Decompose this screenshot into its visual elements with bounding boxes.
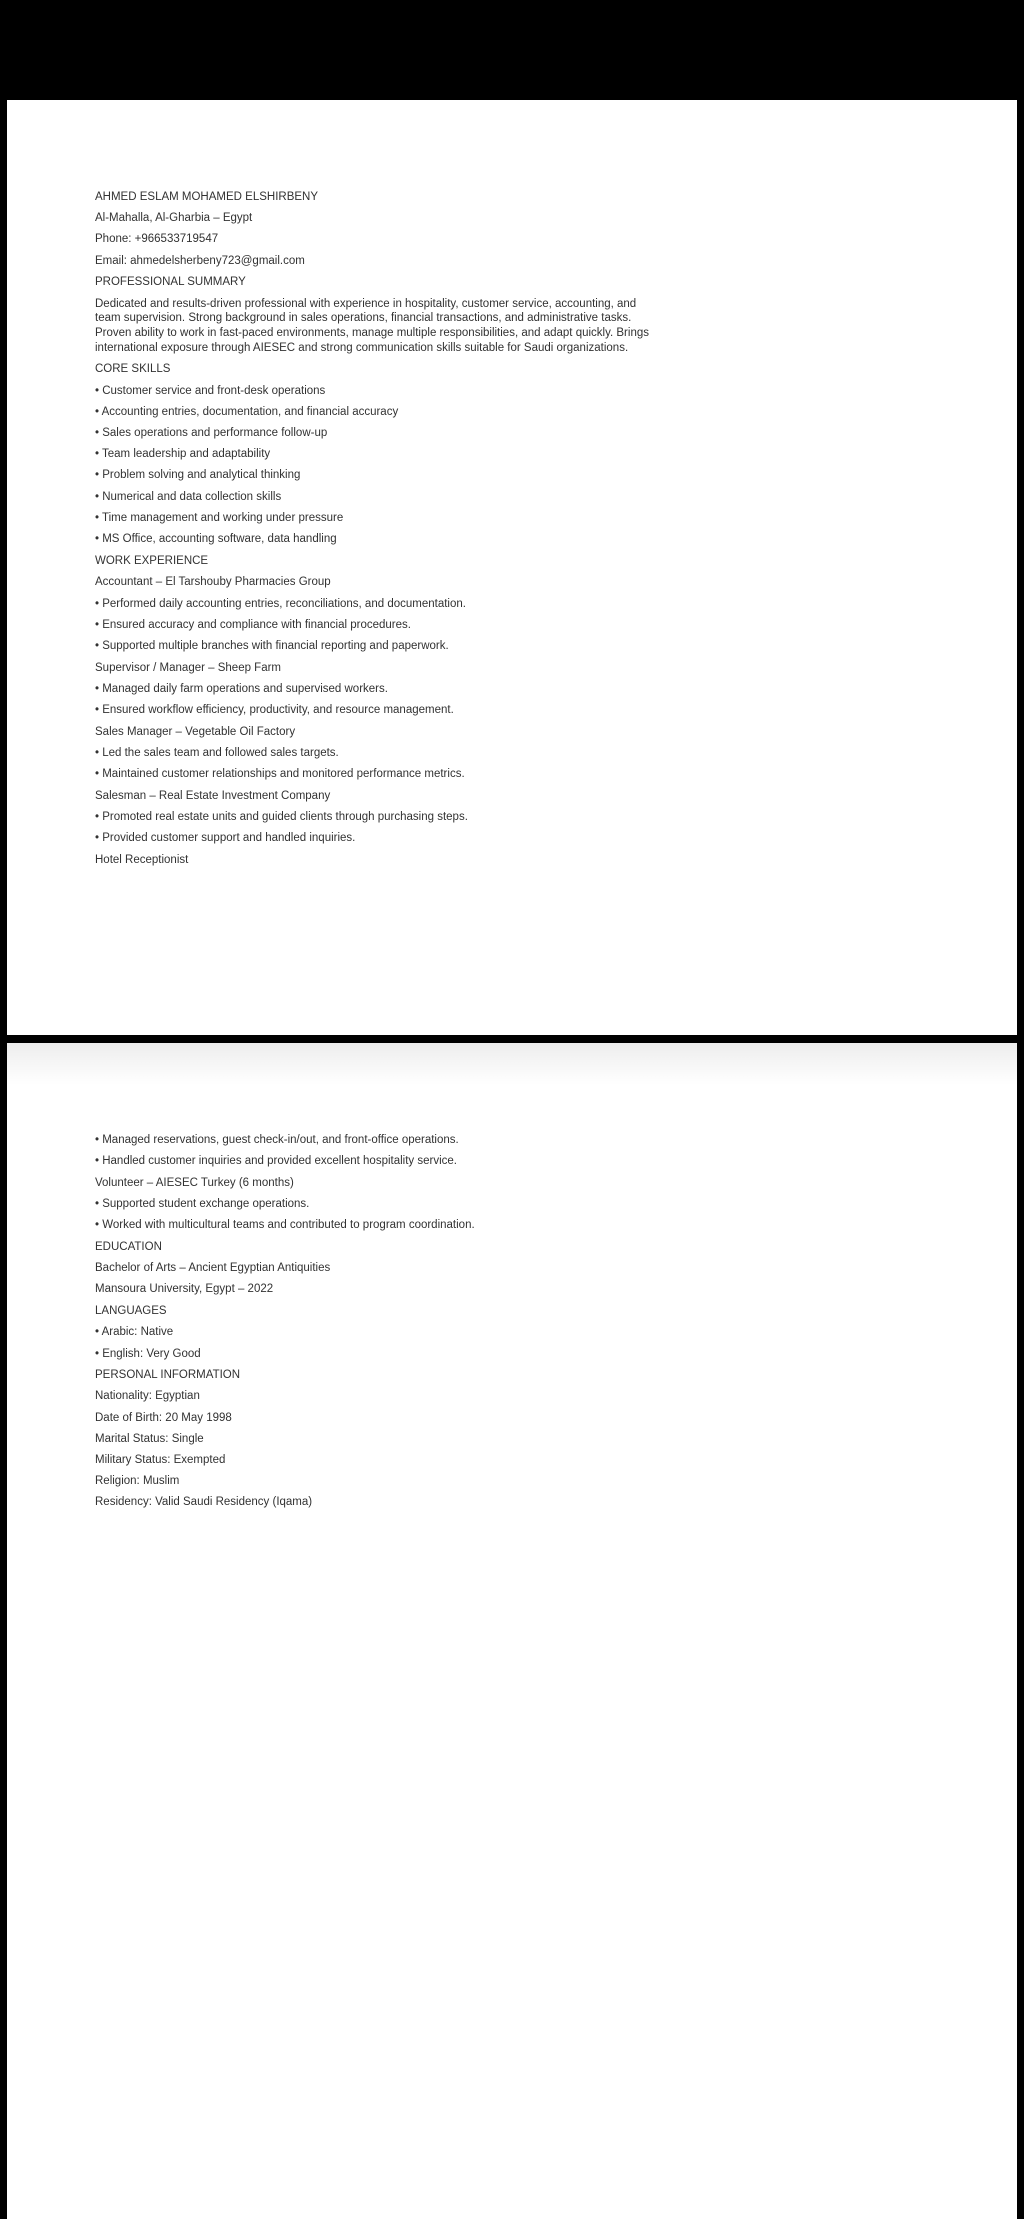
- skill-item: • Time management and working under pressure: [95, 511, 344, 524]
- section-heading-core-skills: CORE SKILLS: [95, 363, 171, 376]
- skill-item: • Customer service and front-desk operations: [95, 384, 326, 397]
- skill-item: • Numerical and data collection skills: [95, 490, 282, 503]
- job-bullet: • Supported multiple branches with financial reporting and paperwork.: [95, 639, 449, 652]
- skill-item: • Sales operations and performance follow-up: [95, 426, 328, 439]
- personal-info-item: Residency: Valid Saudi Residency (Iqama): [95, 1496, 313, 1509]
- job-bullet: • Maintained customer relationships and monitored performance metrics.: [95, 768, 465, 781]
- skill-item: • Problem solving and analytical thinking: [95, 469, 301, 482]
- language-item: • English: Very Good: [95, 1347, 201, 1360]
- job-title: Supervisor / Manager – Sheep Farm: [95, 661, 282, 674]
- section-heading-work-experience: WORK EXPERIENCE: [95, 554, 209, 567]
- job-title: Sales Manager – Vegetable Oil Factory: [95, 725, 296, 738]
- job-title: Hotel Receptionist: [95, 854, 189, 866]
- education-degree: Bachelor of Arts – Ancient Egyptian Antiquities: [95, 1262, 331, 1275]
- section-heading-education: EDUCATION: [95, 1241, 162, 1254]
- personal-info-item: Nationality: Egyptian: [95, 1390, 200, 1403]
- job-bullet: • Provided customer support and handled inquiries.: [95, 832, 356, 845]
- job-bullet: • Managed daily farm operations and supervised workers.: [95, 682, 388, 695]
- skill-item: • Team leadership and adaptability: [95, 448, 271, 461]
- job-bullet: • Led the sales team and followed sales targets.: [95, 746, 339, 759]
- document-page-2: [7, 1043, 1017, 2219]
- section-heading-languages: LANGUAGES: [95, 1305, 167, 1318]
- personal-info-item: Date of Birth: 20 May 1998: [95, 1411, 232, 1424]
- document-page-1: [7, 100, 1017, 1035]
- job-bullet: • Promoted real estate units and guided clients through purchasing steps.: [95, 811, 468, 824]
- page-1-content: [7, 100, 655, 868]
- job-title: Volunteer – AIESEC Turkey (6 months): [95, 1176, 294, 1189]
- contact-phone: Phone: +966533719547: [95, 233, 219, 246]
- section-heading-professional-summary: PROFESSIONAL SUMMARY: [95, 276, 246, 289]
- job-bullet: • Performed daily accounting entries, reconciliations, and documentation.: [95, 597, 466, 610]
- skill-item: • MS Office, accounting software, data handling: [95, 532, 337, 545]
- job-bullet: • Managed reservations, guest check-in/out, and front-office operations.: [95, 1134, 459, 1146]
- contact-location: Al-Mahalla, Al-Gharbia – Egypt: [95, 212, 253, 225]
- personal-info-item: Marital Status: Single: [95, 1432, 204, 1445]
- language-item: • Arabic: Native: [95, 1326, 174, 1339]
- job-bullet: • Ensured workflow efficiency, productivity, and resource management.: [95, 704, 454, 717]
- resume-name: AHMED ESLAM MOHAMED ELSHIRBENY: [95, 191, 319, 203]
- contact-email: Email: ahmedelsherbeny723@gmail.com: [95, 254, 305, 267]
- section-heading-personal-information: PERSONAL INFORMATION: [95, 1369, 241, 1382]
- education-university: Mansoura University, Egypt – 2022: [95, 1283, 274, 1296]
- skill-item: • Accounting entries, documentation, and financial accuracy: [95, 405, 399, 418]
- personal-info-item: Military Status: Exempted: [95, 1454, 226, 1467]
- job-title: Accountant – El Tarshouby Pharmacies Group: [95, 576, 331, 589]
- job-bullet: • Supported student exchange operations.: [95, 1198, 310, 1211]
- job-bullet: • Worked with multicultural teams and contributed to program coordination.: [95, 1219, 475, 1232]
- job-bullet: • Ensured accuracy and compliance with financial procedures.: [95, 618, 411, 631]
- page-2-content: [7, 1043, 655, 1510]
- job-title: Salesman – Real Estate Investment Company: [95, 789, 331, 802]
- professional-summary-text: Dedicated and results-driven professional with experience in hospitality, customer service, accounting, and team supervision. Strong background in sales operations, financial transactions, and administrative tasks. Proven ability to work in fast-paced environments, manage multiple responsibilities, and adapt quickly. Brings international exposure through AIESEC and strong communication skills suitable for Saudi organizations.: [95, 297, 649, 354]
- personal-info-item: Religion: Muslim: [95, 1475, 180, 1488]
- job-bullet: • Handled customer inquiries and provided excellent hospitality service.: [95, 1155, 457, 1168]
